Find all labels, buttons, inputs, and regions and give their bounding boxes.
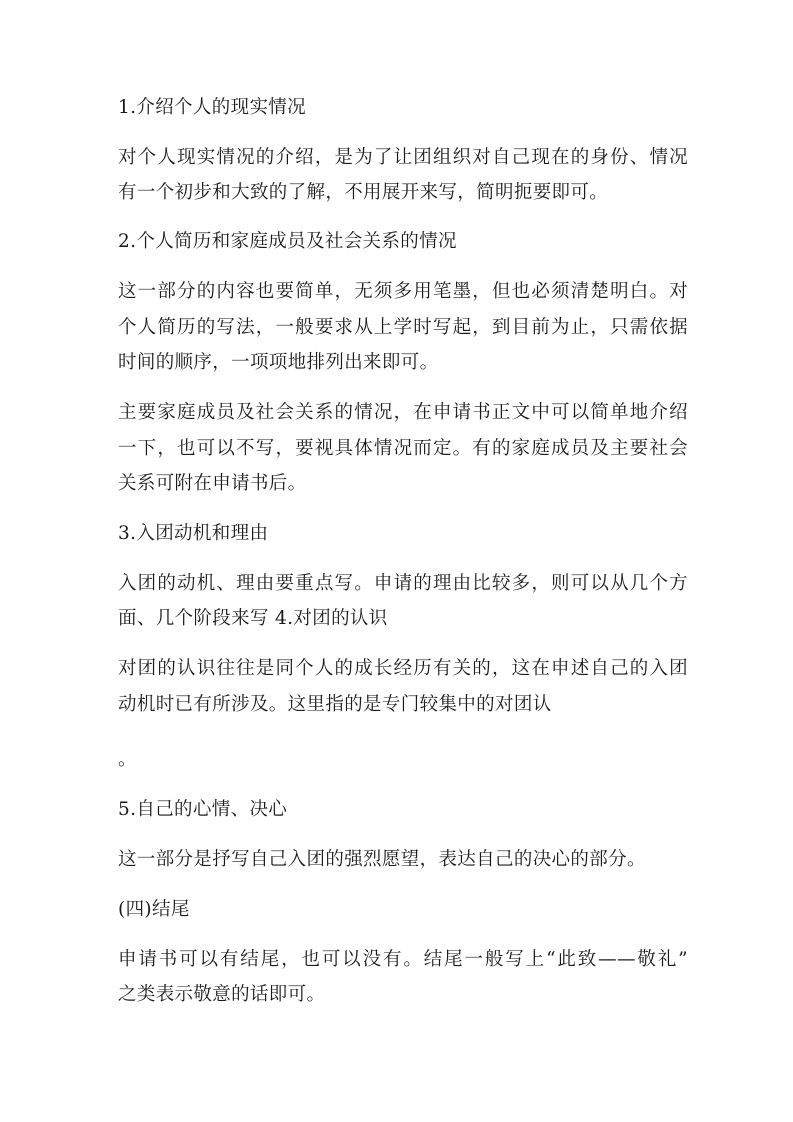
paragraph-2-line-1: 这一部分的内容也要简单，无须多用笔墨，但也必须清楚明白。对 [118, 281, 688, 302]
paragraph-2-line-2: 个人简历的写法，一般要求从上学时写起，到目前为止，只需依据 [118, 317, 688, 338]
paragraph-3-line-2: 一下，也可以不写，要视具体情况而定。有的家庭成员及主要社会 [118, 438, 688, 459]
paragraph-3-line-1: 主要家庭成员及社会关系的情况，在申请书正文中可以简单地介绍 [118, 402, 688, 423]
paragraph-7-line-2: 之类表示敬意的话即可。 [118, 984, 326, 1005]
paragraph-5-line-2: 动机时已有所涉及。这里指的是专门较集中的对团认 [118, 694, 552, 715]
paragraph-3-line-3: 关系可附在申请书后。 [118, 473, 307, 494]
paragraph-4-line-2: 面、几个阶段来写 4.对团的认识 [118, 608, 388, 629]
paragraph-7-line-1: 申请书可以有结尾，也可以没有。结尾一般写上“此致——敬礼” [118, 949, 688, 970]
paragraph-1-line-1: 对个人现实情况的介绍，是为了让团组织对自己现在的身份、情况 [118, 147, 688, 168]
heading-section-4: (四)结尾 [118, 899, 190, 920]
paragraph-1-line-2: 有一个初步和大致的了解，不用展开来写，简明扼要即可。 [118, 182, 609, 203]
paragraph-4-line-1: 入团的动机、理由要重点写。申请的理由比较多，则可以从几个方 [118, 573, 688, 594]
paragraph-5-line-3: 。 [118, 749, 137, 770]
heading-1: 1.介绍个人的现实情况 [118, 97, 307, 118]
paragraph-6-line-1: 这一部分是抒写自己入团的强烈愿望，表达自己的决心的部分。 [118, 849, 646, 870]
paragraph-2-line-3: 时间的顺序，一项项地排列出来即可。 [118, 352, 439, 373]
heading-5: 5.自己的心情、决心 [118, 799, 288, 820]
heading-3: 3.入团动机和理由 [118, 523, 269, 544]
paragraph-5-line-1: 对团的认识往往是同个人的成长经历有关的，这在申述自己的入团 [118, 658, 688, 679]
heading-2: 2.个人简历和家庭成员及社会关系的情况 [118, 231, 457, 252]
